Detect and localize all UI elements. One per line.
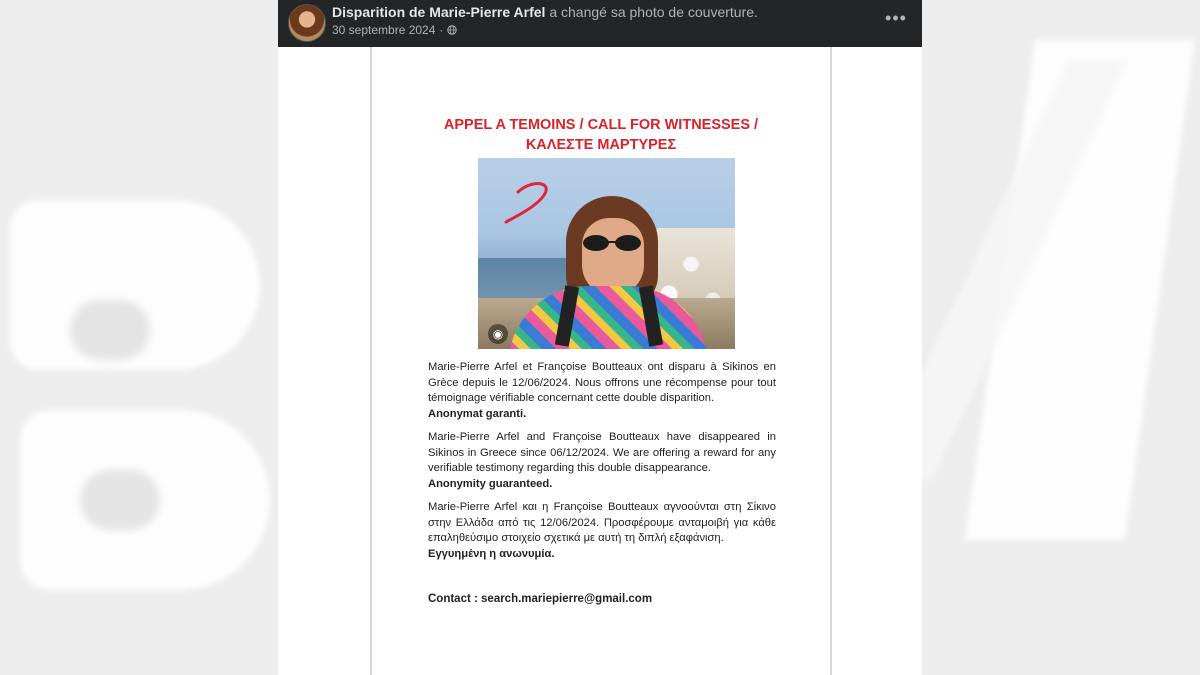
more-options-button[interactable]: ••• bbox=[885, 8, 907, 28]
post-title-line bbox=[332, 4, 758, 20]
french-anonymity: Anonymat garanti. bbox=[428, 407, 527, 420]
greek-paragraph bbox=[428, 500, 776, 562]
greek-text: Marie-Pierre Arfel και η Françoise Boutteaux αγνοούνται στη Σίκινο στην Ελλάδα από τις 12/06/2024. Προσφέρουμε ανταμοιβή για κάθε επαληθεύσιμο στοιχείο σχετικά με αυτή τη διπλή εξαφάνιση. bbox=[428, 501, 776, 544]
witness-poster bbox=[370, 47, 832, 675]
english-paragraph bbox=[428, 430, 776, 492]
camera-icon: ◉ bbox=[488, 324, 508, 344]
red-scribble bbox=[488, 170, 568, 230]
missing-person-photo bbox=[478, 158, 735, 349]
sunglasses bbox=[578, 234, 648, 252]
contact-email: Contact : search.mariepierre@gmail.com bbox=[428, 593, 653, 605]
english-anonymity: Anonymity guaranteed. bbox=[428, 477, 553, 490]
globe-icon[interactable] bbox=[447, 25, 457, 35]
post-date[interactable]: 30 septembre 2024 bbox=[332, 23, 436, 37]
post-media[interactable] bbox=[278, 47, 922, 675]
greek-anonymity: Εγγυημένη η ανωνυμία. bbox=[428, 547, 555, 560]
post-action: a changé sa photo de couverture. bbox=[545, 4, 758, 20]
french-text: Marie-Pierre Arfel et Françoise Boutteaux ont disparu à Sikinos en Grèce depuis le 12/06/2024. Nous offrons une récompense pour tout témoignage vérifiable concernant cette double disparition. bbox=[428, 361, 776, 404]
background-hole bbox=[70, 300, 150, 360]
english-text: Marie-Pierre Arfel and Françoise Boutteaux have disappeared in Sikinos in Greece since 06/12/2024. We are offering a reward for any verifiable testimony regarding this double disappearance. bbox=[428, 431, 776, 474]
post-header bbox=[278, 0, 922, 47]
post-meta: 30 septembre 2024 · bbox=[332, 23, 758, 37]
post-header-text bbox=[332, 4, 758, 37]
background-hole bbox=[80, 470, 160, 530]
poster-title bbox=[372, 115, 830, 155]
poster-title-line2: ΚΑΛΕΣΤΕ ΜΑΡΤΥΡΕΣ bbox=[525, 137, 677, 153]
french-paragraph bbox=[428, 360, 776, 422]
author-link[interactable]: Disparition de Marie-Pierre Arfel bbox=[332, 4, 546, 20]
poster-title-line1: APPEL A TEMOINS / CALL FOR WITNESSES / bbox=[443, 117, 759, 133]
avatar[interactable] bbox=[288, 4, 326, 42]
